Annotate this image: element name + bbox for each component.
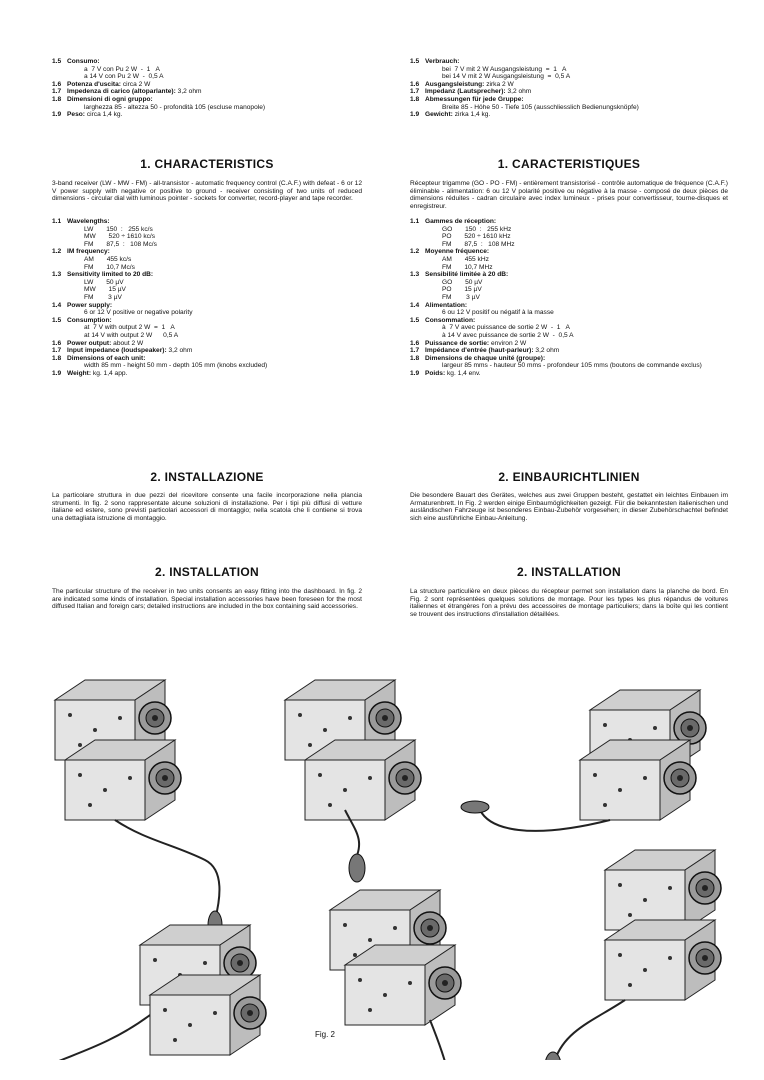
spec-value-line: 6 ou 12 V positif ou négatif à la masse <box>442 309 554 317</box>
spec-item <box>410 111 728 119</box>
spec-value: circa 1,4 kg. <box>86 111 123 119</box>
spec-body <box>67 370 127 378</box>
spec-value-line: width 85 mm - height 50 mm - depth 105 mm (knobs excluded) <box>84 362 268 370</box>
spec-item <box>52 370 362 378</box>
section-title-characteristics-fr: 1. CARACTERISTIQUES <box>497 157 641 171</box>
spec-label: Gammes de réception: <box>425 218 497 225</box>
spec-number: 1.4 <box>410 301 420 309</box>
installation-text-en: The particular structure of the receiver in two units consents an easy fitting into the dashboard. In fig. 2 are indicated some kinds of installation. Special installation accessories have been foreseen for the most diffused Italian and foreign cars; detailed instructions are included in the box containing said accessories. <box>52 588 362 611</box>
spec-number: 1.5 <box>410 58 420 65</box>
spec-number: 1.8 <box>410 354 420 362</box>
spec-label: Impédance d'entrée (haut-parleur): <box>425 347 534 355</box>
spec-label: Peso: <box>67 111 85 119</box>
spec-body <box>425 370 481 378</box>
spec-value-line: MW 15 µV <box>84 286 126 294</box>
spec-body <box>425 302 467 310</box>
spec-value-line: bei 14 V mit 2 W Ausgangsleistung = 0,5 A <box>442 73 571 81</box>
section-title-installation-en: 2. INSTALLATION <box>154 565 260 579</box>
spec-number: 1.7 <box>52 88 62 96</box>
spec-value-line: bei 7 V mit 2 W Ausgangsleistung = 1 A <box>442 65 567 73</box>
installation-text-fr: La structure particulière en deux pièces du récepteur permet son installation dans la planche de bord. En Fig. 2 sont représentées quelques solutions de montage. Pour les types les plus répandus de voitures italiennes et étrangères l'on a prévu des accessoires de montage particuliers; dans la boîte qui les contient se trouvent des instructions d'installation détaillées. <box>410 588 728 618</box>
section-title-installazione: 2. INSTALLAZIONE <box>150 470 264 484</box>
figure-unit-5 <box>330 890 461 1060</box>
figure-unit-2 <box>285 680 421 882</box>
spec-number: 1.9 <box>410 369 420 377</box>
spec-value-line: largeur 85 mms - hauteur 50 mms - profondeur 105 mms (boutons de commande exclus) <box>442 362 702 370</box>
spec-item <box>410 81 728 89</box>
spec-number: 1.9 <box>52 111 62 119</box>
spec-value: zirka 1,4 kg. <box>454 111 491 119</box>
spec-number: 1.9 <box>410 111 420 119</box>
spec-item <box>410 88 728 96</box>
spec-number: 1.3 <box>52 271 62 279</box>
spec-label: Dimensions of each unit: <box>67 354 146 362</box>
spec-item <box>52 81 362 89</box>
spec-item <box>410 218 728 226</box>
spec-value: environ 2 W <box>490 339 527 347</box>
spec-number: 1.7 <box>52 347 62 355</box>
spec-label: Impedanz (Lautsprecher): <box>425 88 506 96</box>
spec-label: Poids: <box>425 369 446 377</box>
spec-item <box>410 302 728 310</box>
spec-label: Abmessungen für jede Gruppe: <box>425 95 524 103</box>
spec-value-line: AM 455 kc/s <box>84 255 132 263</box>
spec-body <box>425 347 559 355</box>
spec-body <box>67 111 122 119</box>
spec-value-line: FM 87,5 : 108 MHz <box>442 240 515 248</box>
spec-item <box>52 58 362 66</box>
spec-value-line: FM 3 µV <box>84 293 122 301</box>
spec-label: Sensibilité limitée à 20 dB: <box>425 271 509 279</box>
spec-number: 1.5 <box>52 316 62 324</box>
spec-value-line: a 7 V con Pu 2 W - 1 A <box>84 65 160 73</box>
spec-body <box>425 271 508 279</box>
spec-label: Consumption: <box>67 316 112 324</box>
characteristics-intro-en: 3-band receiver (LW - MW - FM) - all-transistor - automatic frequency control (C.A.F.) with defeat - 6 or 12 V power supply with negative or positive to ground - receiver consisting of two units of reduced dimensions - circular dial with luminous pointer - sockets for converter, record-player and tape recorder. <box>52 180 362 203</box>
spec-label: Puissance de sortie: <box>425 339 490 347</box>
spec-body <box>67 340 143 348</box>
spec-body <box>67 271 153 279</box>
spec-value-line: 6 or 12 V positive or negative polarity <box>84 309 193 317</box>
spec-label: Dimensioni di ogni gruppo: <box>67 95 153 103</box>
spec-body <box>67 218 110 226</box>
spec-value-line: FM 87,5 : 108 Mc/s <box>84 240 157 248</box>
spec-item <box>410 370 728 378</box>
spec-value: 3,2 ohm <box>535 347 560 355</box>
spec-number: 1.1 <box>52 218 62 225</box>
spec-item <box>52 317 362 325</box>
spec-item <box>410 317 728 325</box>
spec-value-line: LW 150 : 255 kc/s <box>84 225 153 233</box>
spec-label: Dimensions de chaque unité (groupe): <box>425 354 546 362</box>
spec-body <box>67 248 110 256</box>
spec-body <box>425 317 475 325</box>
spec-label: IM frequency: <box>67 248 110 256</box>
spec-value-line: à 7 V avec puissance de sortie 2 W - 1 A <box>442 324 570 332</box>
spec-label: Power output: <box>67 339 112 347</box>
spec-number: 1.6 <box>52 339 62 347</box>
spec-number: 1.6 <box>410 339 420 347</box>
spec-item <box>52 302 362 310</box>
spec-value-line: FM 10,7 MHz <box>442 263 493 271</box>
spec-number: 1.7 <box>410 347 420 355</box>
spec-label: Weight: <box>67 369 92 377</box>
spec-number: 1.5 <box>52 58 62 65</box>
spec-label: Moyenne fréquence: <box>425 248 490 256</box>
spec-label: Verbrauch: <box>425 58 460 65</box>
spec-item <box>410 355 728 363</box>
installazione-text: La particolare struttura in due pezzi del ricevitore consente una facile incorporazione nella plancia strumenti. In fig. 2 sono rappresentate alcune soluzioni di installazione. Per i tipi più diffusi di vetture italiane ed estere, sono previsti particolari accessori di montaggio; nella scatola che li contiene si trova una dettagliata istruzione di montaggio. <box>52 492 362 522</box>
spec-item <box>52 88 362 96</box>
spec-body <box>67 317 112 325</box>
spec-number: 1.2 <box>410 248 420 256</box>
spec-item <box>52 96 362 104</box>
spec-label: Sensitivity limited to 20 dB: <box>67 271 154 279</box>
spec-item <box>52 111 362 119</box>
spec-label: Potenza d'uscita: <box>67 80 121 88</box>
spec-value-line: at 7 V with output 2 W = 1 A <box>84 324 175 332</box>
spec-label: Consommation: <box>425 316 476 324</box>
spec-value-line: à 14 V avec puissance de sortie 2 W - 0,5 A <box>442 331 574 339</box>
section-title-characteristics-en: 1. CHARACTERISTICS <box>140 157 274 171</box>
spec-label: Consumo: <box>67 58 100 65</box>
spec-body <box>425 248 489 256</box>
spec-number: 1.5 <box>410 316 420 324</box>
characteristics-intro-fr: Récepteur trigamme (GO - PO - FM) - entièrement transistorisé - contrôle automatique de fréquence (C.A.F.) éliminable - alimentation: 6 ou 12 V polarité positive ou négative à la masse - composé de deux pièces de dimensions réduites - cadran circulaire avec index lumineux - prises pour convertisseur, tourne-disques et enregistreur. <box>410 180 728 210</box>
spec-item <box>52 248 362 256</box>
spec-value-line: PO 15 µV <box>442 286 482 294</box>
spec-body <box>425 88 531 96</box>
figure-unit-4 <box>33 925 266 1060</box>
figure-caption: Fig. 2 <box>315 1030 336 1039</box>
spec-value: 3,2 ohm <box>177 88 202 96</box>
spec-value: kg. 1,4 env. <box>447 369 481 377</box>
spec-list-de <box>410 58 728 119</box>
spec-value-line: FM 3 µV <box>442 293 480 301</box>
spec-number: 1.1 <box>410 218 420 225</box>
spec-body <box>425 96 524 104</box>
spec-value-line: larghezza 85 - altezza 50 - profondità 105 (escluse manopole) <box>84 103 266 111</box>
spec-body <box>425 111 490 119</box>
spec-value-line: at 14 V with output 2 W 0,5 A <box>84 331 179 339</box>
spec-list-en <box>52 218 362 377</box>
spec-item <box>52 340 362 348</box>
spec-value: kg. 1,4 app. <box>92 369 128 377</box>
einbau-text: Die besondere Bauart des Gerätes, welches aus zwei Gruppen besteht, gestattet ein leichtes Einbauen im Armaturenbrett. In Fig. 2 werden einige Einbaumöglichkeiten gezeigt. Für die bekanntesten italienischen und ausländischen Fahrzeuge ist besonderes Einbau-Zubehör vorgesehen; in dieser Zubehörschachtel befindet sich eine ausführliche Einbau-Anleitung. <box>410 492 728 522</box>
spec-number: 1.7 <box>410 88 420 96</box>
spec-value-line: a 14 V con Pu 2 W - 0,5 A <box>84 73 164 81</box>
spec-body <box>425 355 545 363</box>
spec-value-line: GO 50 µV <box>442 278 483 286</box>
spec-value: 3,2 ohm <box>168 347 193 355</box>
section-title-installation-fr: 2. INSTALLATION <box>516 565 622 579</box>
spec-body <box>425 58 459 66</box>
spec-label: Ausgangsleistung: <box>425 80 485 88</box>
spec-item <box>410 96 728 104</box>
spec-body <box>67 347 192 355</box>
spec-body <box>67 88 202 96</box>
spec-number: 1.3 <box>410 271 420 279</box>
figure-unit-6 <box>545 850 721 1060</box>
figure-unit-1 <box>55 680 222 939</box>
spec-number: 1.8 <box>410 95 420 103</box>
spec-value: zirka 2 W <box>486 80 514 88</box>
spec-value-line: PO 520 ÷ 1610 kHz <box>442 233 511 241</box>
spec-item <box>52 271 362 279</box>
spec-value: about 2 W <box>113 339 144 347</box>
spec-number: 1.2 <box>52 248 62 256</box>
spec-item <box>52 218 362 226</box>
spec-value: circa 2 W <box>122 80 151 88</box>
spec-body <box>67 355 145 363</box>
spec-item <box>410 271 728 279</box>
spec-value: 3,2 ohm <box>507 88 532 96</box>
spec-label: Alimentation: <box>425 301 468 309</box>
figure-unit-3 <box>461 690 706 831</box>
spec-value-line: LW 50 µV <box>84 278 124 286</box>
spec-number: 1.4 <box>52 301 62 309</box>
spec-value-line: FM 10,7 Mc/s <box>84 263 135 271</box>
spec-item <box>52 347 362 355</box>
spec-body <box>425 218 496 226</box>
spec-number: 1.6 <box>52 80 62 88</box>
spec-body <box>425 81 514 89</box>
spec-label: Impedenza di carico (altoparlante): <box>67 88 176 96</box>
section-title-einbau: 2. EINBAURICHTLINIEN <box>498 470 640 484</box>
spec-label: Input impedance (loudspeaker): <box>67 347 167 355</box>
spec-value-line: Breite 85 - Höhe 50 - Tiefe 105 (ausschliesslich Bedienungsknöpfe) <box>442 103 639 111</box>
spec-value-line: AM 455 kHz <box>442 255 489 263</box>
spec-value-line: MW 520 ÷ 1610 kc/s <box>84 233 156 241</box>
spec-label: Wavelengths: <box>67 218 110 225</box>
spec-body <box>67 302 112 310</box>
spec-number: 1.8 <box>52 354 62 362</box>
spec-list-it <box>52 58 362 119</box>
spec-list-fr <box>410 218 728 377</box>
spec-body <box>67 58 100 66</box>
spec-item <box>410 347 728 355</box>
spec-item <box>52 355 362 363</box>
spec-item <box>410 248 728 256</box>
installation-figure <box>0 660 764 1060</box>
spec-value-line: GO 150 : 255 kHz <box>442 225 512 233</box>
spec-number: 1.6 <box>410 80 420 88</box>
spec-item <box>410 58 728 66</box>
spec-body <box>425 340 526 348</box>
spec-label: Gewicht: <box>425 111 453 119</box>
spec-number: 1.9 <box>52 369 62 377</box>
spec-label: Power supply: <box>67 301 113 309</box>
spec-item <box>410 340 728 348</box>
spec-body <box>67 81 150 89</box>
spec-number: 1.8 <box>52 95 62 103</box>
spec-body <box>67 96 153 104</box>
